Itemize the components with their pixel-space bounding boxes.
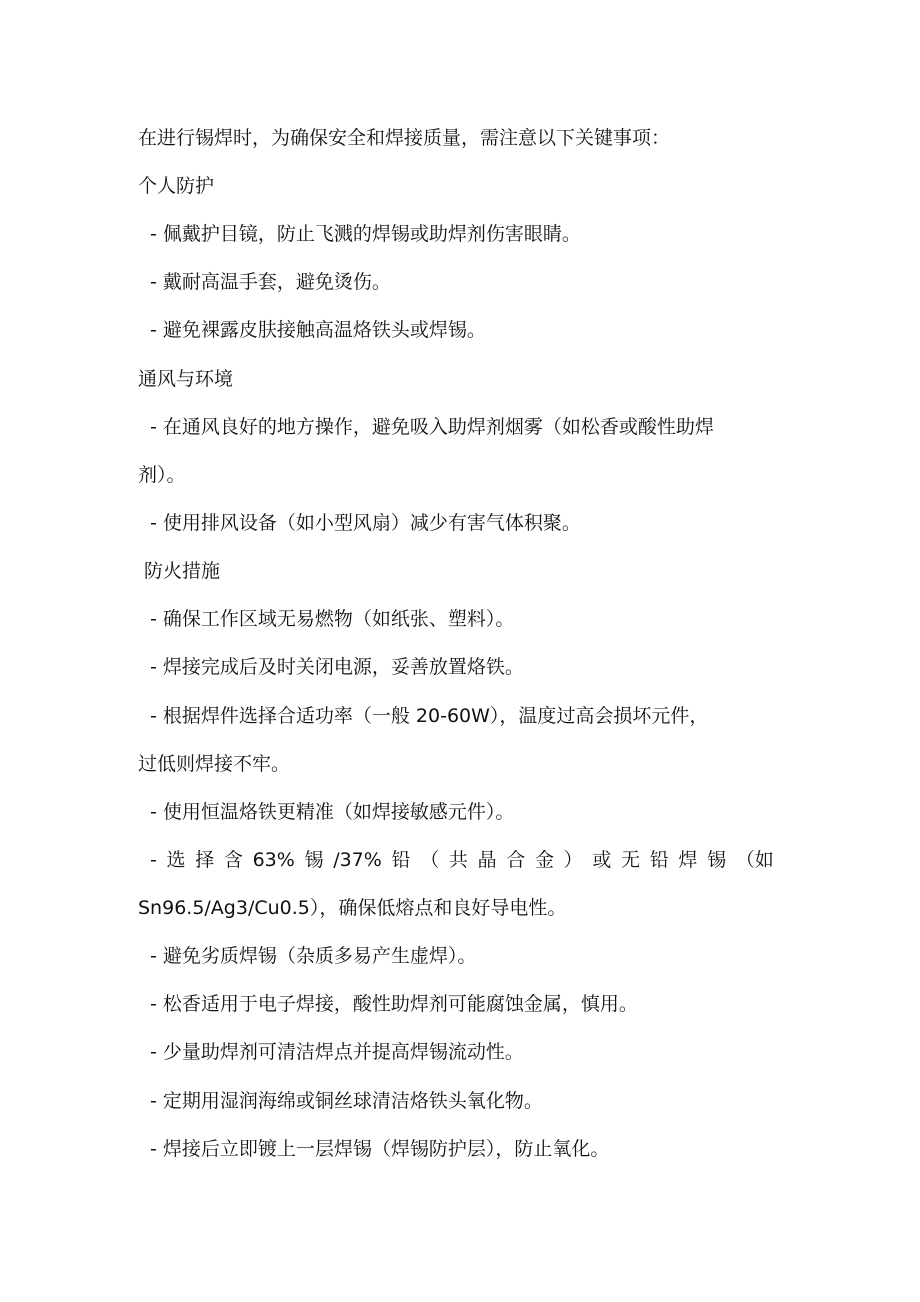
solder-word: /37% (333, 849, 382, 871)
section-heading-fire-prevention: 防火措施 (144, 560, 221, 582)
solder-word: 焊 (678, 849, 698, 871)
list-item-continuation: Sn96.5/Ag3/Cu0.5），确保低熔点和良好导电性。 (138, 897, 567, 919)
list-item: - 使用恒温烙铁更精准（如焊接敏感元件）。 (150, 801, 515, 823)
section-heading-ventilation: 通风与环境 (138, 368, 234, 390)
solder-word: 金 (534, 849, 554, 871)
section-heading-personal-protection: 个人防护 (138, 175, 215, 197)
list-item: - 确保工作区域无易燃物（如纸张、塑料）。 (150, 608, 515, 630)
solder-word: 铅 (649, 849, 669, 871)
list-item: - 佩戴护目镜，防止飞溅的焊锡或助焊剂伤害眼睛。 (150, 223, 581, 245)
list-item: - 少量助焊剂可清洁焊点并提高焊锡流动性。 (150, 1041, 524, 1063)
solder-word: ） (563, 849, 583, 871)
solder-word: 共 (448, 849, 468, 871)
list-item: - 戴耐高温手套，避免烫伤。 (150, 271, 391, 293)
list-item: - 定期用湿润海绵或铜丝球清洁烙铁头氧化物。 (150, 1090, 543, 1112)
list-item: - 根据焊件选择合适功率（一般 20-60W），温度过高会损坏元件， (150, 705, 709, 727)
solder-word: 含 (223, 849, 243, 871)
solder-word: （如 (735, 849, 774, 871)
list-item: - 焊接后立即镀上一层焊锡（焊锡防护层），防止氧化。 (150, 1138, 610, 1160)
solder-word: 无 (621, 849, 641, 871)
list-item: - 避免裸露皮肤接触高温烙铁头或焊锡。 (150, 319, 486, 341)
solder-word: 锡 (304, 849, 324, 871)
list-item: - 松香适用于电子焊接，酸性助焊剂可能腐蚀金属，慎用。 (150, 993, 638, 1015)
list-item: - 在通风良好的地方操作，避免吸入助焊剂烟雾（如松香或酸性助焊 (150, 416, 714, 438)
list-item: - 使用排风设备（如小型风扇）减少有害气体积聚。 (150, 512, 581, 534)
solder-word: - (150, 849, 157, 871)
list-item-continuation: 过低则焊接不牢。 (138, 753, 291, 775)
solder-word: （ (420, 849, 440, 871)
solder-word: 锡 (707, 849, 727, 871)
solder-choice-line (150, 845, 774, 875)
list-item-continuation: 剂）。 (138, 464, 186, 486)
list-item: - 焊接完成后及时关闭电源，妥善放置烙铁。 (150, 656, 524, 678)
intro-paragraph: 在进行锡焊时，为确保安全和焊接质量，需注意以下关键事项： (138, 127, 671, 149)
solder-word: 合 (506, 849, 526, 871)
solder-word: 63% (252, 849, 295, 871)
solder-word: 或 (592, 849, 612, 871)
solder-word: 选 (166, 849, 186, 871)
solder-word: 晶 (477, 849, 497, 871)
solder-word: 择 (195, 849, 215, 871)
list-item: - 避免劣质焊锡（杂质多易产生虚焊）。 (150, 945, 477, 967)
solder-word: 铅 (391, 849, 411, 871)
